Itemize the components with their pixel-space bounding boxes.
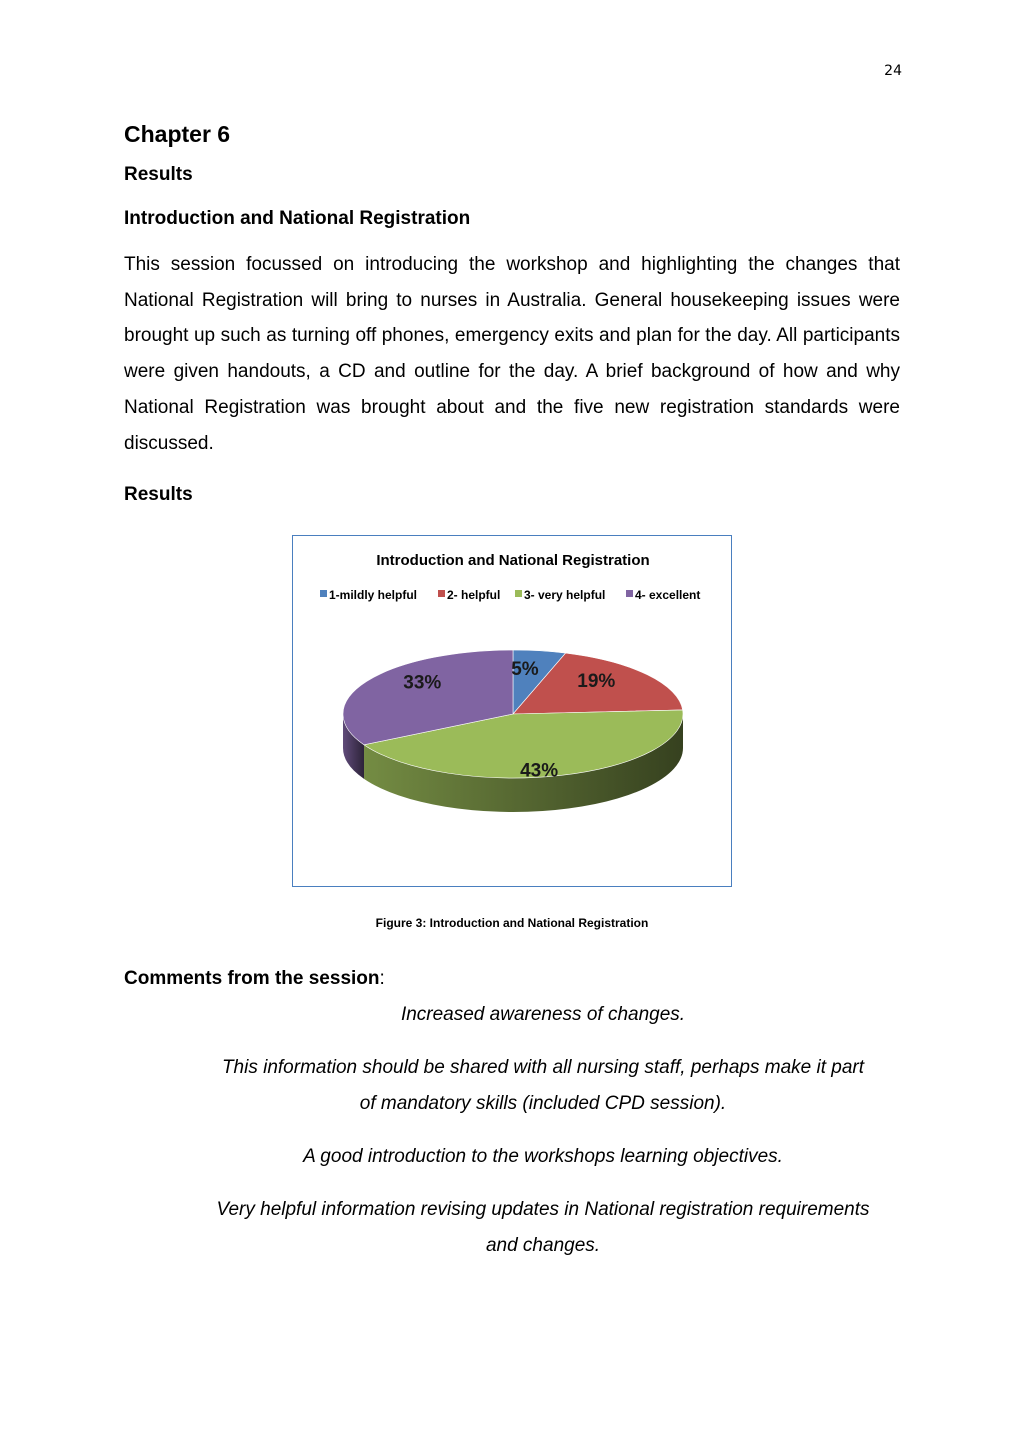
- data-label: 43%: [520, 760, 559, 782]
- comment-2-line-2: of mandatory skills (included CPD session).: [359, 1093, 727, 1114]
- comment-4: [140, 1192, 946, 1264]
- chapter-title: Chapter 6: [124, 121, 231, 147]
- comment-2-line-1: This information should be shared with all nursing staff, perhaps make it part: [221, 1057, 865, 1078]
- comments-heading-colon: :: [379, 968, 385, 989]
- results-heading-2: Results: [124, 484, 193, 505]
- section-heading: Introduction and National Registration: [124, 208, 471, 229]
- page-number: 24: [884, 63, 902, 79]
- data-label: 33%: [403, 672, 442, 694]
- comment-4-line-1: Very helpful information revising updates in National registration requirements: [216, 1199, 870, 1220]
- legend-label: 4- excellent: [635, 588, 701, 602]
- legend-label: 3- very helpful: [524, 588, 606, 602]
- figure-caption: Figure 3: Introduction and National Registration: [375, 916, 649, 930]
- comments-heading-label: Comments from the session: [124, 968, 380, 989]
- legend-swatch: [626, 590, 633, 597]
- comment-1: Increased awareness of changes.: [400, 1004, 686, 1025]
- pie-chart: [292, 535, 732, 887]
- comments-heading: [124, 968, 385, 990]
- data-label: 5%: [511, 659, 539, 681]
- legend-label: 1-mildly helpful: [329, 588, 418, 602]
- legend-swatch: [320, 590, 327, 597]
- comment-2: [140, 1050, 946, 1122]
- legend-label: 2- helpful: [447, 588, 501, 602]
- legend-swatch: [515, 590, 522, 597]
- data-label: 19%: [577, 670, 616, 692]
- chart-title: Introduction and National Registration: [376, 552, 650, 569]
- comment-3: A good introduction to the workshops learning objectives.: [303, 1146, 783, 1167]
- results-heading: Results: [124, 164, 193, 185]
- body-paragraph: This session focussed on introducing the workshop and highlighting the changes that National Registration will bring to nurses in Australia. General housekeeping issues were brought up such as turning off phones, emergency exits and plan for the day. All participants were given handouts, a CD and outline for the day. A brief background of how and why National Registration was brought about and the five new registration standards were discussed.: [124, 254, 900, 454]
- pie-chart-svg: [293, 536, 733, 888]
- comment-4-line-2: and changes.: [485, 1235, 601, 1256]
- legend-swatch: [438, 590, 445, 597]
